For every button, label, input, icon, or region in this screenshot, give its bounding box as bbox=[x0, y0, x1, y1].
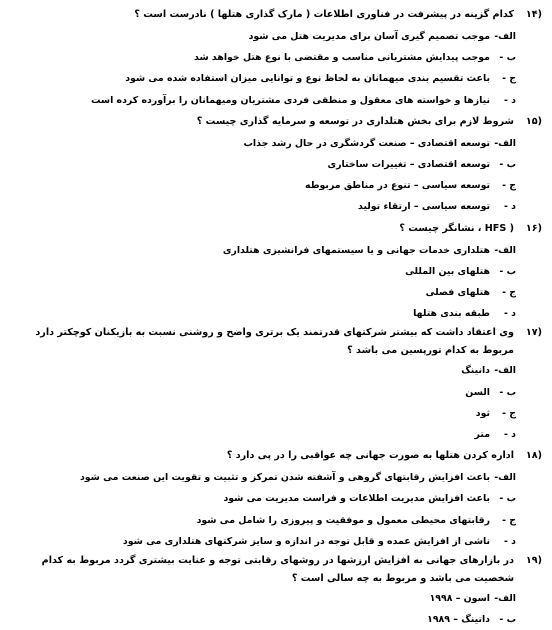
option-a bbox=[10, 26, 542, 47]
question-number: ۱۷) bbox=[525, 327, 542, 339]
option-label: الف- bbox=[494, 244, 516, 256]
option-d bbox=[10, 424, 542, 445]
question-14 bbox=[10, 4, 542, 26]
question-text: کدام گزینه در پیشرفت در فناوری اطلاعات ( مارک گذاری هتلها ) نادرست است ؟ bbox=[134, 9, 514, 20]
option-text: نیازها و خواسته های معقول و منطقی فردی مشتریان ومیهمانان را برآورده کرده است bbox=[90, 94, 490, 106]
option-label: د - bbox=[504, 535, 516, 547]
option-label: ب - bbox=[499, 159, 516, 171]
option-label: د - bbox=[504, 429, 516, 441]
option-label: ج - bbox=[502, 180, 516, 192]
option-b bbox=[10, 609, 542, 630]
option-d bbox=[10, 303, 542, 324]
option-label: الف- bbox=[494, 593, 516, 605]
option-b bbox=[10, 261, 542, 282]
option-d bbox=[10, 531, 542, 552]
option-label: الف- bbox=[494, 31, 516, 42]
option-c bbox=[10, 510, 542, 531]
question-text: وی اعتقاد داشت که بیشتر شرکتهای قدرتمند یک برتری واضح و روشنی نسبت به بازیکنان کوچکتر دارد مربوط به کدام تورپسین می باشد ؟ bbox=[35, 327, 514, 357]
option-text: توسعه اقتصادی – صنعت گردشگری در حال رشد جذاب bbox=[243, 137, 490, 149]
question-text: در بازارهای جهانی به افزایش ارزشها در روشهای رقابتی توجه و عنایت بیشتری گردد مربوط به کدام شخصیت می باشد و مربوط به چه سالی است ؟ bbox=[41, 555, 514, 585]
option-label: ب - bbox=[499, 52, 516, 64]
option-label: ج - bbox=[502, 287, 516, 299]
question-18 bbox=[10, 445, 542, 467]
option-a bbox=[10, 588, 542, 609]
question-text: اداره کردن هتلها به صورت جهانی چه عواقبی را در پی دارد ؟ bbox=[226, 450, 514, 462]
option-label: الف- bbox=[494, 365, 516, 377]
option-text: موجب تصمیم گیری آسان برای مدیریت هتل می شود bbox=[248, 31, 490, 42]
option-c bbox=[10, 282, 542, 303]
question-number: ۱۹) bbox=[525, 555, 542, 567]
option-c bbox=[10, 175, 542, 196]
option-text: ناشی از افزایش عمده و قابل توجه در اندازه و سایز شرکتهای هتلداری می شود bbox=[122, 535, 490, 547]
option-label: ب - bbox=[499, 386, 516, 398]
option-label: الف- bbox=[494, 472, 516, 484]
option-text: موجب پیدایش مشتریانی مناسب و مقتضی با نوع هتل خواهد شد bbox=[194, 52, 490, 64]
option-label: ج - bbox=[502, 407, 516, 419]
exam-sheet bbox=[10, 4, 542, 630]
option-c bbox=[10, 403, 542, 424]
question-number: ۱۸) bbox=[525, 450, 542, 462]
option-a bbox=[10, 133, 542, 154]
option-a bbox=[10, 467, 542, 488]
option-text: طبقه بندی هتلها bbox=[413, 308, 490, 320]
option-text: توسعه سیاسی – تنوع در مناطق مربوطه bbox=[305, 180, 490, 192]
option-text: اسون – ۱۹۹۸ bbox=[429, 593, 490, 605]
option-label: ب - bbox=[499, 493, 516, 505]
question-number: ۱۵) bbox=[525, 115, 542, 127]
option-label: ب - bbox=[499, 614, 516, 626]
option-label: ب - bbox=[499, 265, 516, 277]
option-text: دانینگ bbox=[461, 365, 490, 377]
option-text: باعث افزایش رقابتهای گروهی و آشفته شدن تمرکز و تثبیت و تقویت این صنعت می شود bbox=[79, 472, 490, 484]
question-text: شروط لازم برای بخش هتلداری در توسعه و سرمایه گذاری چیست ؟ bbox=[196, 115, 514, 127]
option-text: هتلهای بین المللی bbox=[405, 265, 490, 277]
option-text: باعث تقسیم بندی میهمانان به لحاظ نوع و توانایی میزان استفاده شده می شود bbox=[125, 73, 490, 85]
option-b bbox=[10, 488, 542, 509]
option-label: ج - bbox=[502, 514, 516, 526]
option-label: د - bbox=[504, 201, 516, 213]
option-label: د - bbox=[504, 308, 516, 320]
option-text: توسعه اقتصادی – تغییرات ساختاری bbox=[327, 159, 490, 171]
option-label: د - bbox=[504, 94, 516, 106]
option-b bbox=[10, 382, 542, 403]
option-label: الف- bbox=[494, 137, 516, 149]
option-b bbox=[10, 154, 542, 175]
option-a bbox=[10, 360, 542, 381]
option-c bbox=[10, 68, 542, 89]
option-text: توسعه سیاسی – ارتقاء تولید bbox=[358, 201, 490, 213]
option-label: ج - bbox=[502, 73, 516, 85]
option-text: رقابتهای محیطی معمول و موفقیت و پیروزی را شامل می شود bbox=[196, 514, 490, 526]
question-16 bbox=[10, 218, 542, 240]
option-text: داتینگ – ۱۹۸۹ bbox=[427, 614, 490, 626]
option-text: باعث افزایش مدیریت اطلاعات و فراست مدیریت می شود bbox=[223, 493, 490, 505]
question-19 bbox=[10, 552, 542, 588]
question-17 bbox=[10, 324, 542, 360]
question-number: ۱۶) bbox=[525, 222, 542, 234]
option-text: هتلداری خدمات جهانی و یا سیستمهای فرانشیزی هتلداری bbox=[222, 244, 490, 256]
option-d bbox=[10, 196, 542, 217]
option-a bbox=[10, 240, 542, 261]
option-text: هتلهای فصلی bbox=[425, 287, 490, 299]
option-text: متر bbox=[474, 429, 490, 441]
option-text: ثود bbox=[475, 407, 490, 419]
option-d bbox=[10, 90, 542, 111]
option-text: السن bbox=[465, 386, 490, 398]
question-text: ( HFS ، نشانگر چیست ؟ bbox=[399, 222, 514, 234]
question-15 bbox=[10, 111, 542, 133]
question-number: ۱۴) bbox=[525, 9, 542, 20]
option-b bbox=[10, 47, 542, 68]
